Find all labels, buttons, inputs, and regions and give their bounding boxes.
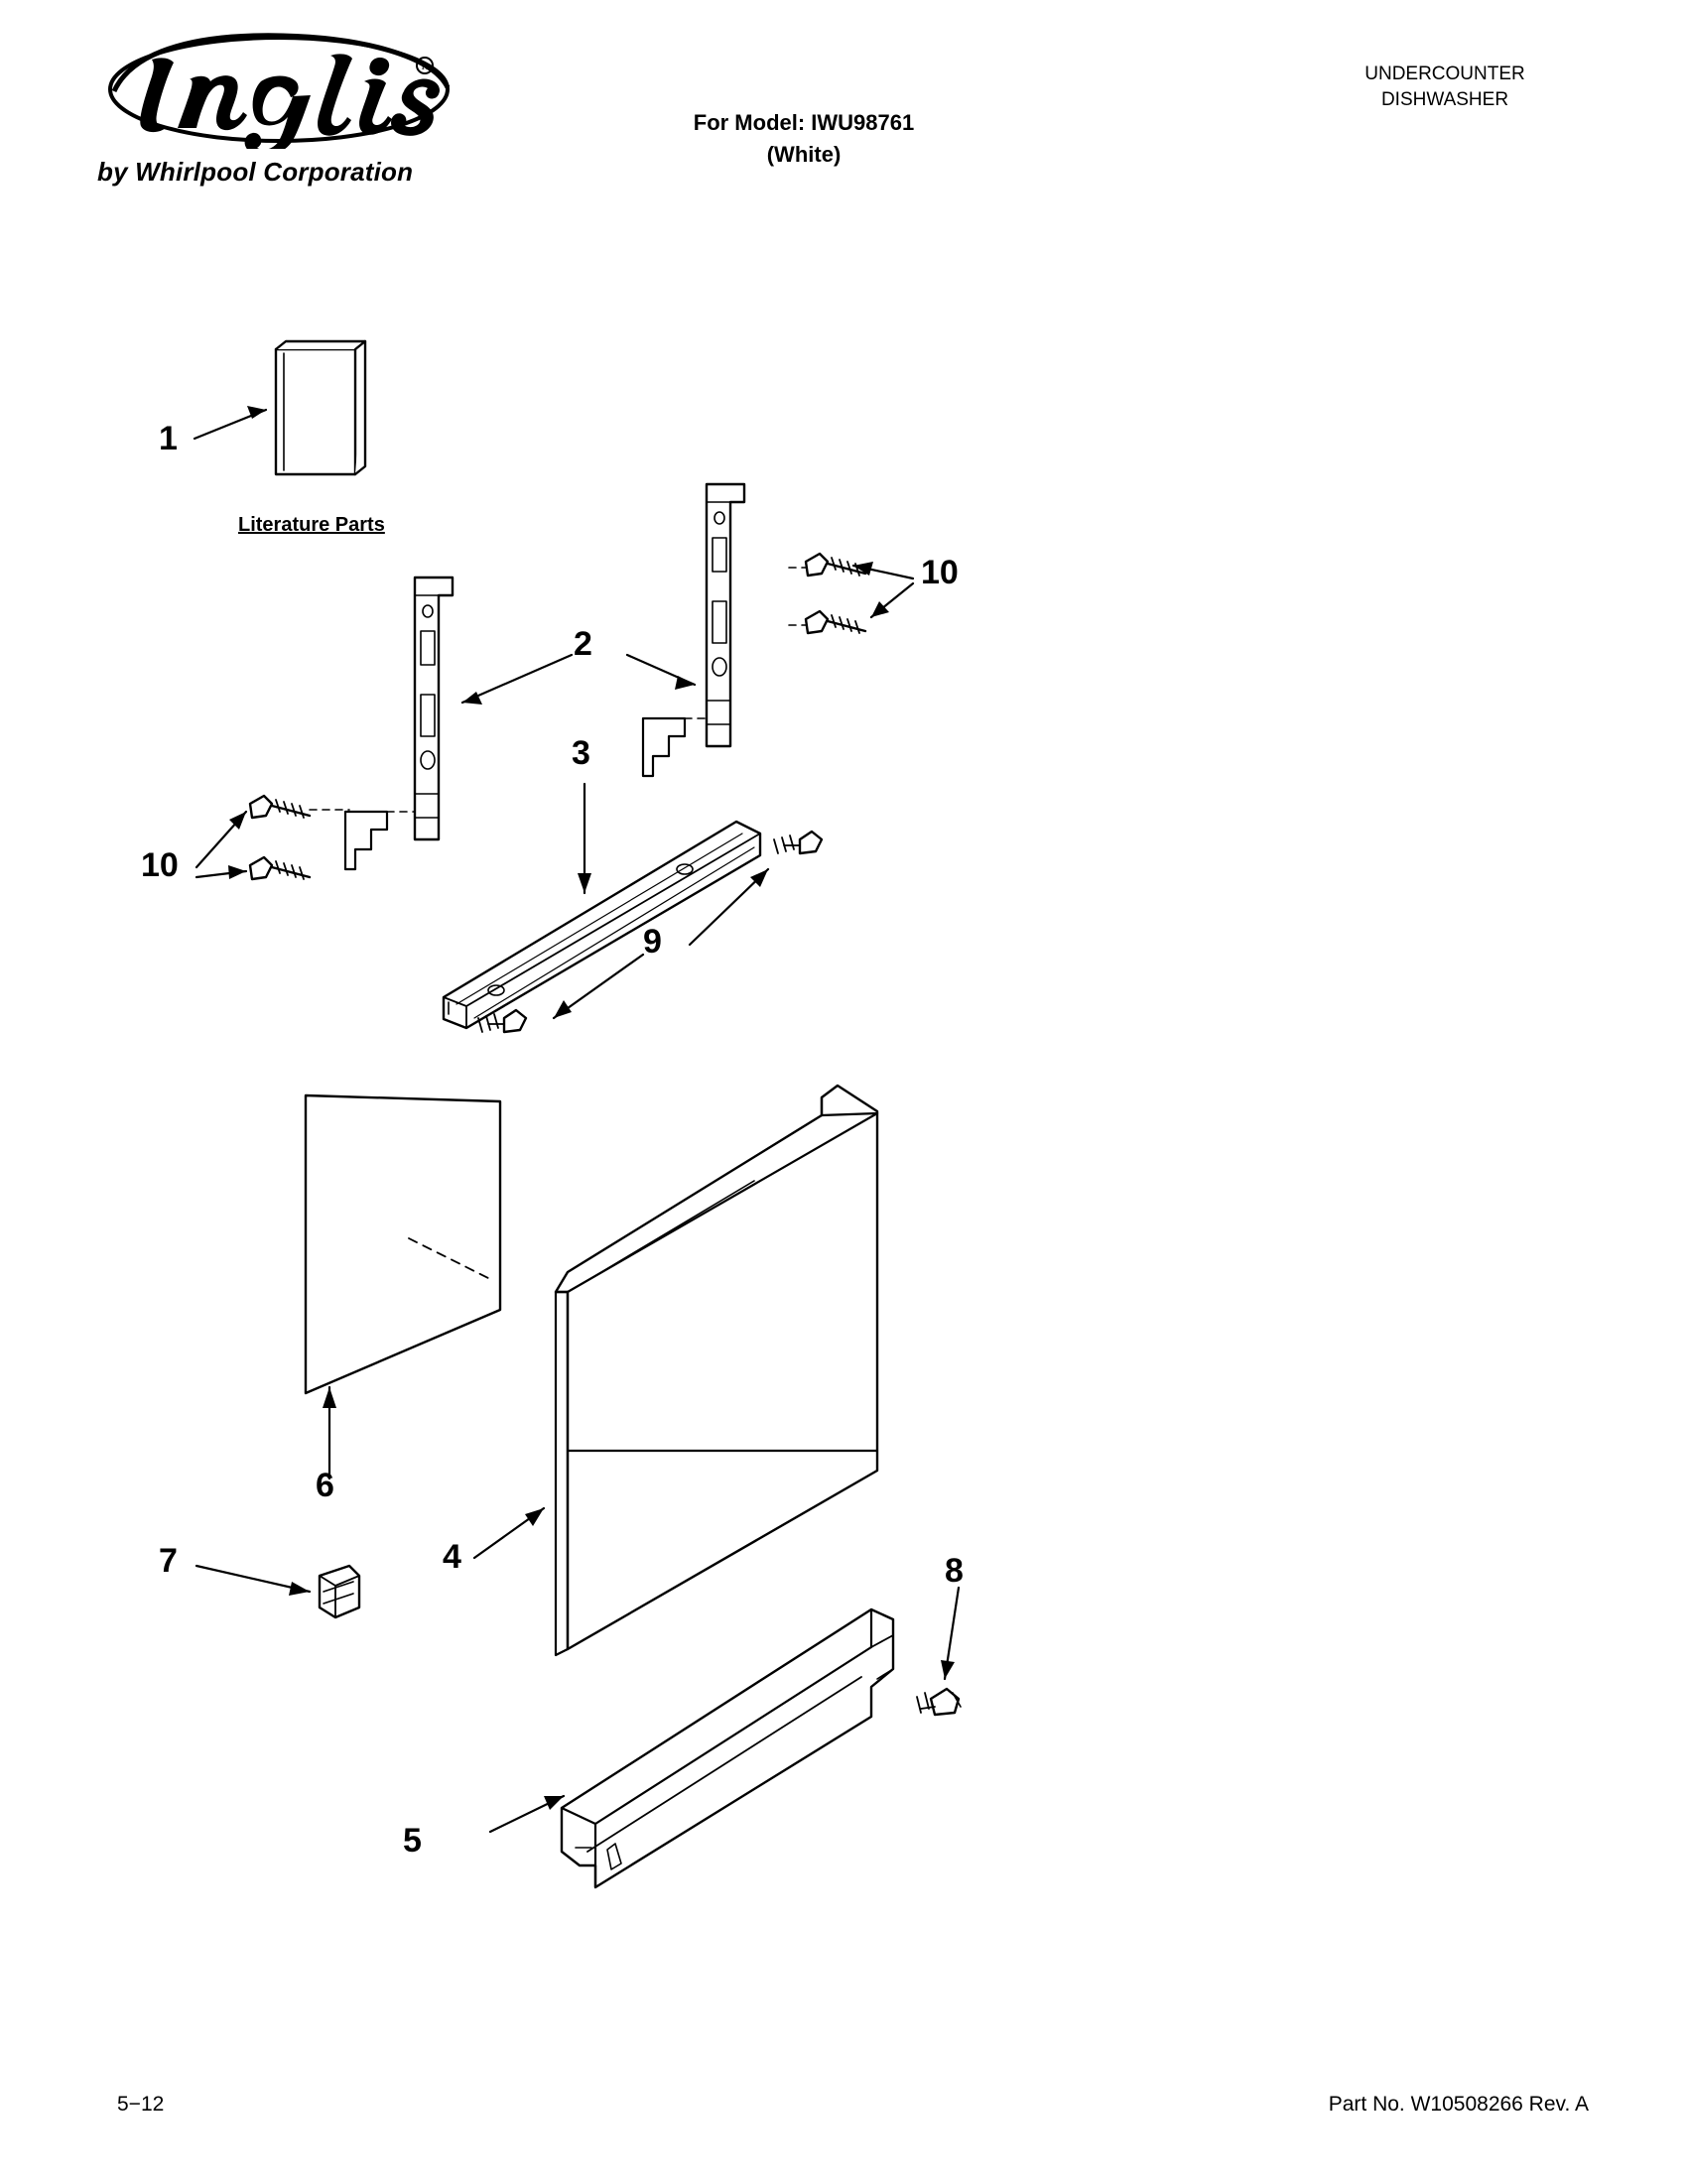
part-number: Part No. W10508266 Rev. A [1328, 2093, 1589, 2116]
part-hinge-bracket-right [643, 484, 744, 776]
callout-9: 9 [643, 923, 662, 961]
caption-literature-parts: Literature Parts [238, 514, 385, 536]
callout-8: 8 [945, 1552, 964, 1590]
leader-1 [195, 406, 266, 439]
part-toe-panel [562, 1609, 893, 1887]
part-insulation-sheet [306, 1095, 500, 1393]
leader-10-left [196, 812, 246, 879]
leader-2-left [462, 655, 572, 705]
leader-4 [474, 1508, 544, 1558]
part-screws-left [250, 796, 349, 879]
part-literature-booklet [276, 341, 365, 474]
svg-text:R: R [421, 62, 429, 72]
part-clip [320, 1566, 359, 1617]
callout-6: 6 [316, 1467, 334, 1504]
leader-2-right [627, 655, 695, 690]
callout-2: 2 [574, 625, 592, 663]
part-toe-panel-screw [917, 1689, 961, 1715]
callout-5: 5 [403, 1822, 422, 1860]
page-number: 5−12 [117, 2093, 165, 2116]
leader-10-right [853, 562, 913, 617]
leader-5 [490, 1796, 564, 1832]
callout-4: 4 [443, 1538, 461, 1576]
part-hinge-bracket-left [345, 578, 453, 869]
model-line-2: (White) [766, 141, 842, 167]
leader-3 [578, 784, 591, 893]
callout-10-right: 10 [921, 554, 959, 591]
brand-subtitle: by Whirlpool Corporation [97, 157, 414, 187]
leader-7 [196, 1566, 310, 1596]
callout-10-left: 10 [141, 846, 179, 884]
part-handle-rail [444, 822, 760, 1028]
appliance-line-1: UNDERCOUNTER [1364, 64, 1525, 84]
model-line-1: For Model: IWU98761 [693, 110, 915, 135]
callout-3: 3 [572, 734, 590, 772]
appliance-line-2: DISHWASHER [1380, 88, 1509, 110]
leader-8 [941, 1588, 959, 1679]
callout-7: 7 [159, 1542, 178, 1580]
callout-1: 1 [159, 420, 178, 457]
part-door-panel [556, 1086, 877, 1655]
